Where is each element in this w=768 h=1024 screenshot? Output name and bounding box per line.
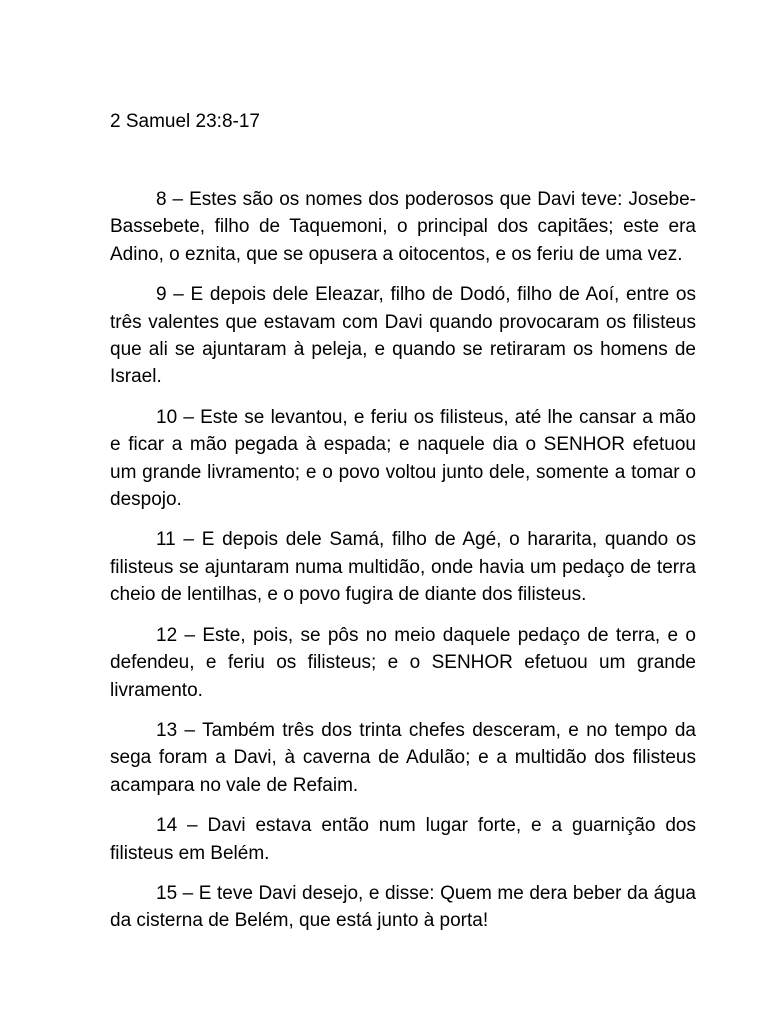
page-title: 2 Samuel 23:8-17 — [110, 111, 260, 132]
document-page — [110, 108, 696, 948]
verse-13: 13 – Também três dos trinta chefes desceram, e no tempo da sega foram a Davi, à caverna de Adulão; e a multidão dos filisteus acampara no vale de Refaim. — [110, 719, 696, 796]
verse-10: 10 – Este se levantou, e feriu os filisteus, até lhe cansar a mão e ficar a mão pegada à espada; e naquele dia o SENHOR efetuou um grande livramento; e o povo voltou junto dele, somente a tomar o despojo. — [110, 406, 696, 511]
verse-8: 8 – Estes são os nomes dos poderosos que Davi teve: Josebe-Bassebete, filho de Taquemoni, o principal dos capitães; este era Adino, o eznita, que se opusera a oitocentos, e os feriu de uma vez. — [110, 189, 696, 265]
verse-14: 14 – Davi estava então num lugar forte, e a guarnição dos filisteus em Belém. — [110, 815, 696, 864]
verse-9: 9 – E depois dele Eleazar, filho de Dodó, filho de Aoí, entre os três valentes que estavam com Davi quando provocaram os filisteus que ali se ajuntaram à peleja, e quando se retiraram os homens de Israel. — [110, 284, 696, 388]
verse-15: 15 – E teve Davi desejo, e disse: Quem me dera beber da água da cisterna de Belém, que está junto à porta! — [110, 882, 696, 932]
verse-11: 11 – E depois dele Samá, filho de Agé, o hararita, quando os filisteus se ajuntaram numa multidão, onde havia um pedaço de terra cheio de lentilhas, e o povo fugira de diante dos filisteus. — [110, 529, 696, 606]
verse-12: 12 – Este, pois, se pôs no meio daquele pedaço de terra, e o defendeu, e feriu os filisteus; e o SENHOR efetuou um grande livramento. — [110, 624, 696, 701]
